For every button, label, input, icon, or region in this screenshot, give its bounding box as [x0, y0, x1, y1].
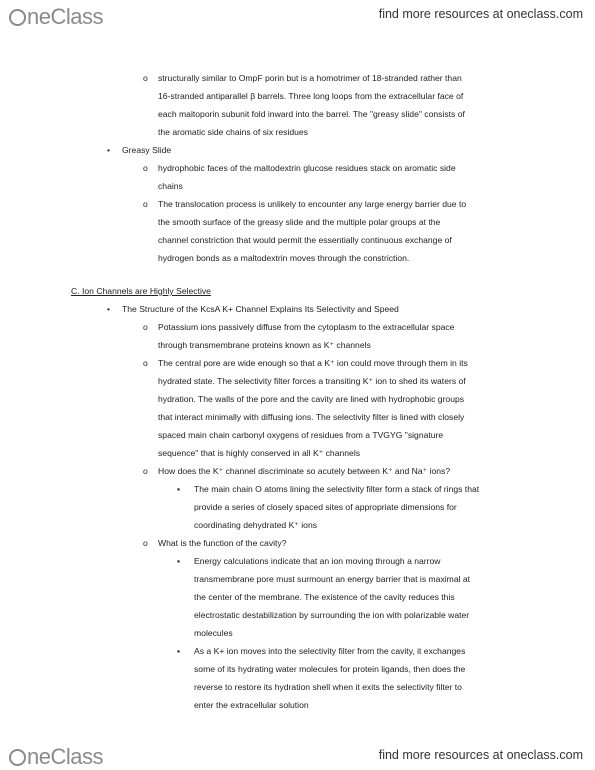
oneclass-logo[interactable]	[9, 4, 103, 30]
text-line: coordinating dehydrated K⁺ ions	[194, 520, 318, 530]
text-line: molecules	[194, 628, 233, 638]
circle-marker: o	[143, 322, 148, 332]
text-line: the smooth surface of the greasy slide and the multiple polar groups at the	[158, 217, 441, 227]
text-line: The translocation process is unlikely to encounter any large energy barrier due to	[158, 199, 467, 209]
text-line: provide a series of closely spaced sites of appropriate dimensions for	[194, 502, 457, 512]
bullet-marker: •	[107, 145, 111, 155]
text-line: hydrated state. The selectivity filter forces a transiting K⁺ ion to shed its waters of	[158, 376, 466, 386]
text-line: enter the extracellular solution	[194, 700, 309, 710]
circle-marker: o	[143, 538, 148, 548]
circle-marker: o	[143, 199, 148, 209]
text-line: transmembrane pore must surmount an energy barrier that is maximal at	[194, 574, 471, 584]
text-line: How does the K⁺ channel discriminate so acutely between K⁺ and Na⁺ ions?	[158, 466, 451, 476]
text-line: Energy calculations indicate that an ion moving through a narrow	[194, 556, 441, 566]
logo-o-icon	[9, 9, 26, 26]
text-line: electrostatic destabilization by surrounding the ion with polarizable water	[194, 610, 470, 620]
text-line: through transmembrane proteins known as K⁺ channels	[158, 340, 371, 350]
section-heading: C. Ion Channels are Highly Selective	[71, 286, 211, 296]
text-line: reverse to restore its hydration shell when it exits the selectivity filter to	[194, 682, 462, 692]
header-tagline[interactable]: find more resources at oneclass.com	[378, 7, 583, 21]
text-line: Potassium ions passively diffuse from the cytoplasm to the extracellular space	[158, 322, 455, 332]
text-line: Greasy Slide	[122, 145, 172, 155]
logo-o-icon	[9, 749, 26, 766]
text-line: The central pore are wide enough so that a K⁺ ion could move through them in its	[158, 358, 468, 368]
text-line: The main chain O atoms lining the selectivity filter form a stack of rings that	[194, 484, 480, 494]
oneclass-logo[interactable]	[9, 744, 103, 770]
text-line: structurally similar to OmpF porin but is a homotrimer of 18-stranded rather than	[158, 73, 462, 83]
text-line: 16-stranded antiparallel β barrels. Three long loops from the extracellular face of	[158, 91, 464, 101]
text-line: the aromatic side chains of six residues	[158, 127, 308, 137]
text-line: each maltoporin subunit fold inward into the barrel. The "greasy slide" consists of	[158, 109, 465, 119]
text-line: hydration. The walls of the pore and the cavity are lined with hydrophobic groups	[158, 394, 465, 404]
footer-tagline[interactable]: find more resources at oneclass.com	[378, 748, 583, 762]
logo-text: neClass	[27, 744, 103, 769]
text-line: As a K+ ion moves into the selectivity filter from the cavity, it exchanges	[194, 646, 466, 656]
text-line: sequence" that is highly conserved in all K⁺ channels	[158, 448, 361, 458]
square-marker: ▪	[177, 646, 181, 656]
circle-marker: o	[143, 73, 148, 83]
text-line: hydrogen bonds as a maltodextrin moves through the constriction.	[158, 253, 410, 263]
circle-marker: o	[143, 466, 148, 476]
square-marker: ▪	[177, 556, 181, 566]
text-line: channel constriction that would permit the essentially continuous exchange of	[158, 235, 452, 245]
circle-marker: o	[143, 358, 148, 368]
text-line: chains	[158, 181, 183, 191]
text-line: that interact minimally with diffusing ions. The selectivity filter is lined with closely	[158, 412, 465, 422]
text-line: spaced main chain carbonyl oxygens of residues from a TVGYG "signature	[158, 430, 444, 440]
text-line: hydrophobic faces of the maltodextrin glucose residues stack on aromatic side	[158, 163, 456, 173]
text-line: the center of the membrane. The existence of the cavity reduces this	[194, 592, 455, 602]
text-line: some of its hydrating water molecules for protein ligands, then does the	[194, 664, 466, 674]
page-header	[0, 0, 595, 32]
text-line: The Structure of the KcsA K+ Channel Explains Its Selectivity and Speed	[122, 304, 399, 314]
bullet-marker: •	[107, 304, 111, 314]
page-footer	[0, 738, 595, 770]
square-marker: ▪	[177, 484, 181, 494]
circle-marker: o	[143, 163, 148, 173]
logo-text: neClass	[27, 4, 103, 29]
text-line: What is the function of the cavity?	[158, 538, 287, 548]
